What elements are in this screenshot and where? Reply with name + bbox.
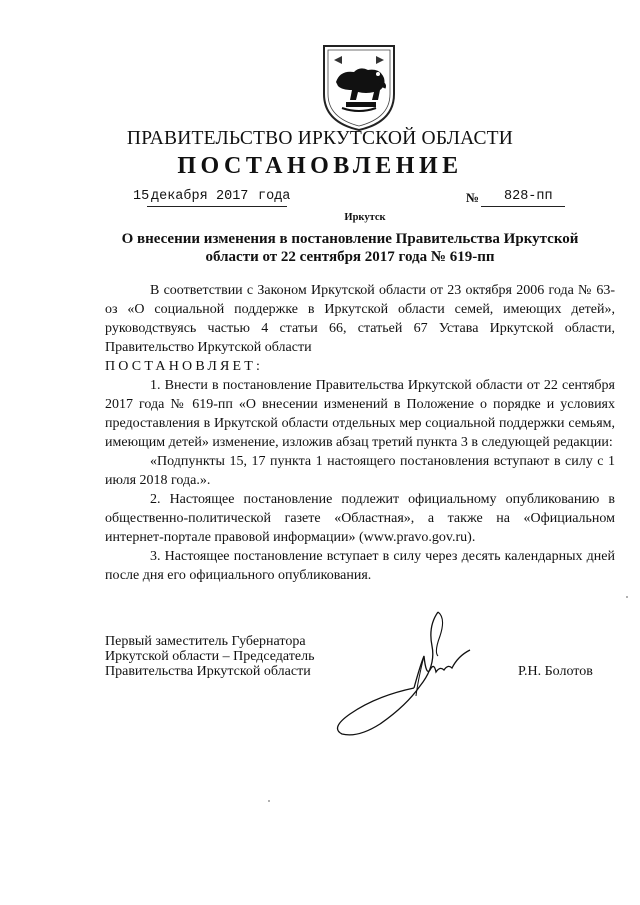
signatory-line-3: Правительства Иркутской области [105,664,311,679]
date-underline [147,206,287,207]
irkutsk-coat-of-arms-icon [320,42,398,132]
city-name: Иркутск [344,212,386,223]
document-body [105,281,615,585]
date-word: года [258,189,291,204]
handwritten-signature [320,606,490,746]
date-year: 2017 [216,189,249,204]
number-underline [481,206,565,207]
date-day: 15 [133,189,150,204]
paragraph-item-1: 1. Внести в постановление Правительства Иркутской области от 22 сентября 2017 года № 619-пп «О внесении изменений в Положение о порядке и условиях предоставления в Иркутской области отдельных мер социальной поддержки семьям, имеющим детей» изменение, изложив абзац третий пункта 3 в следующей редакции: [105,378,615,450]
scan-speck [626,596,628,598]
signatory-line-1: Первый заместитель Губернатора [105,634,306,649]
signatory-position [105,634,314,679]
paragraph-quote: «Подпункты 15, 17 пункта 1 настоящего постановления вступают в силу с 1 июля 2018 года.». [105,454,615,488]
document-type: ПОСТАНОВЛЕНИЕ [177,153,463,179]
paragraph-item-2: 2. Настоящее постановление подлежит официальному опубликованию в общественно-политической газете «Областная», а также на «Официальном интернет-портале правовой информации» (www.pravo.gov.ru). [105,492,615,545]
signatory-line-2: Иркутской области – Председатель [105,649,315,664]
date-month: декабря [151,189,208,204]
paragraph-preamble: В соответствии с Законом Иркутской области от 23 октября 2006 года № 63-оз «О социальной поддержке в Иркутской области семей, имеющих детей», руководствуясь частью 4 статьи 66, статьей 67 Устава Иркутской области, Правительство Иркутской области [105,283,615,355]
number-sign: № [466,190,480,205]
organization-name: ПРАВИТЕЛЬСТВО ИРКУТСКОЙ ОБЛАСТИ [126,128,514,149]
document-title: О внесении изменения в постановление Правительства Иркутской области от 22 сентября 2017 года № 619-пп [121,231,579,265]
scan-speck [268,800,270,802]
document-number: 828-пп [504,189,553,204]
signatory-name: Р.Н. Болотов [518,664,593,679]
decree-word: ПОСТАНОВЛЯЕТ: [105,359,264,374]
paragraph-item-3: 3. Настоящее постановление вступает в силу через десять календарных дней после дня его официального опубликования. [105,549,615,583]
